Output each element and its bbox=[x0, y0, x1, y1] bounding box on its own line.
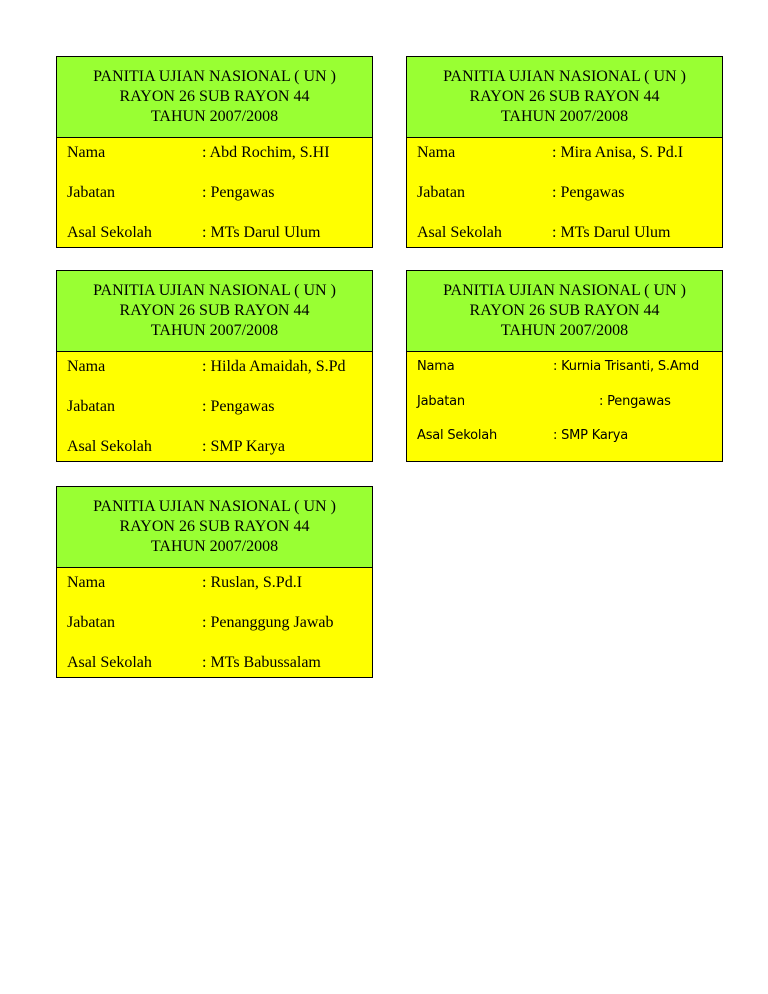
jabatan-row bbox=[67, 613, 366, 633]
sekolah-value: : MTs Babussalam bbox=[202, 654, 321, 671]
nama-value: : Abd Rochim, S.HI bbox=[202, 144, 330, 161]
sekolah-value: : SMP Karya bbox=[553, 428, 629, 443]
jabatan-label: Jabatan bbox=[417, 184, 465, 201]
sekolah-row bbox=[67, 437, 366, 457]
id-card-2 bbox=[406, 56, 723, 248]
card-body bbox=[57, 138, 372, 247]
jabatan-value: : Pengawas bbox=[202, 184, 275, 201]
card-header bbox=[57, 57, 372, 138]
nama-row bbox=[67, 573, 366, 593]
jabatan-value: : Penanggung Jawab bbox=[202, 614, 334, 631]
header-line-3: TAHUN 2007/2008 bbox=[150, 322, 279, 339]
nama-label: Nama bbox=[67, 574, 106, 591]
sekolah-row bbox=[67, 223, 366, 243]
header-line-1: PANITIA UJIAN NASIONAL ( UN ) bbox=[443, 282, 686, 299]
jabatan-row bbox=[417, 183, 716, 203]
jabatan-label: Jabatan bbox=[67, 614, 115, 631]
nama-value: : Mira Anisa, S. Pd.I bbox=[552, 144, 684, 161]
nama-label: Nama bbox=[417, 144, 456, 161]
jabatan-label: Jabatan bbox=[417, 394, 465, 409]
jabatan-value: : Pengawas bbox=[599, 394, 671, 409]
header-line-2: RAYON 26 SUB RAYON 44 bbox=[119, 302, 310, 319]
sekolah-label: Asal Sekolah bbox=[417, 224, 502, 241]
sekolah-label: Asal Sekolah bbox=[67, 438, 152, 455]
header-line-1: PANITIA UJIAN NASIONAL ( UN ) bbox=[93, 68, 336, 85]
jabatan-label: Jabatan bbox=[67, 184, 115, 201]
nama-row bbox=[417, 357, 716, 377]
header-line-3: TAHUN 2007/2008 bbox=[500, 322, 629, 339]
card-body bbox=[407, 352, 722, 461]
header-line-2: RAYON 26 SUB RAYON 44 bbox=[469, 88, 660, 105]
header-line-3: TAHUN 2007/2008 bbox=[150, 108, 279, 125]
card-header bbox=[57, 487, 372, 568]
sekolah-value: : MTs Darul Ulum bbox=[552, 224, 671, 241]
nama-value: : Ruslan, S.Pd.I bbox=[202, 574, 303, 591]
sekolah-label: Asal Sekolah bbox=[67, 654, 152, 671]
nama-label: Nama bbox=[417, 359, 455, 374]
header-line-3: TAHUN 2007/2008 bbox=[150, 538, 279, 555]
nama-value: : Hilda Amaidah, S.Pd bbox=[202, 358, 346, 375]
sekolah-row bbox=[417, 223, 716, 243]
nama-row bbox=[67, 357, 366, 377]
card-header bbox=[407, 57, 722, 138]
id-card-5 bbox=[56, 486, 373, 678]
card-header bbox=[57, 271, 372, 352]
card-body bbox=[57, 568, 372, 677]
nama-row bbox=[67, 143, 366, 163]
header-line-2: RAYON 26 SUB RAYON 44 bbox=[469, 302, 660, 319]
jabatan-row bbox=[417, 392, 716, 412]
jabatan-row bbox=[67, 397, 366, 417]
sekolah-row bbox=[417, 426, 716, 446]
header-line-1: PANITIA UJIAN NASIONAL ( UN ) bbox=[93, 282, 336, 299]
id-card-1 bbox=[56, 56, 373, 248]
nama-label: Nama bbox=[67, 358, 106, 375]
nama-value: : Kurnia Trisanti, S.Amd bbox=[553, 359, 700, 374]
sekolah-value: : MTs Darul Ulum bbox=[202, 224, 321, 241]
nama-label: Nama bbox=[67, 144, 106, 161]
card-body bbox=[57, 352, 372, 461]
id-card-3 bbox=[56, 270, 373, 462]
jabatan-row bbox=[67, 183, 366, 203]
header-line-1: PANITIA UJIAN NASIONAL ( UN ) bbox=[93, 498, 336, 515]
header-line-2: RAYON 26 SUB RAYON 44 bbox=[119, 88, 310, 105]
id-card-4 bbox=[406, 270, 723, 462]
header-line-1: PANITIA UJIAN NASIONAL ( UN ) bbox=[443, 68, 686, 85]
header-line-3: TAHUN 2007/2008 bbox=[500, 108, 629, 125]
sekolah-label: Asal Sekolah bbox=[67, 224, 152, 241]
sekolah-label: Asal Sekolah bbox=[417, 428, 498, 443]
sekolah-value: : SMP Karya bbox=[202, 438, 285, 455]
card-body bbox=[407, 138, 722, 247]
jabatan-value: : Pengawas bbox=[552, 184, 625, 201]
header-line-2: RAYON 26 SUB RAYON 44 bbox=[119, 518, 310, 535]
jabatan-value: : Pengawas bbox=[202, 398, 275, 415]
nama-row bbox=[417, 143, 716, 163]
card-header bbox=[407, 271, 722, 352]
jabatan-label: Jabatan bbox=[67, 398, 115, 415]
sekolah-row bbox=[67, 653, 366, 673]
